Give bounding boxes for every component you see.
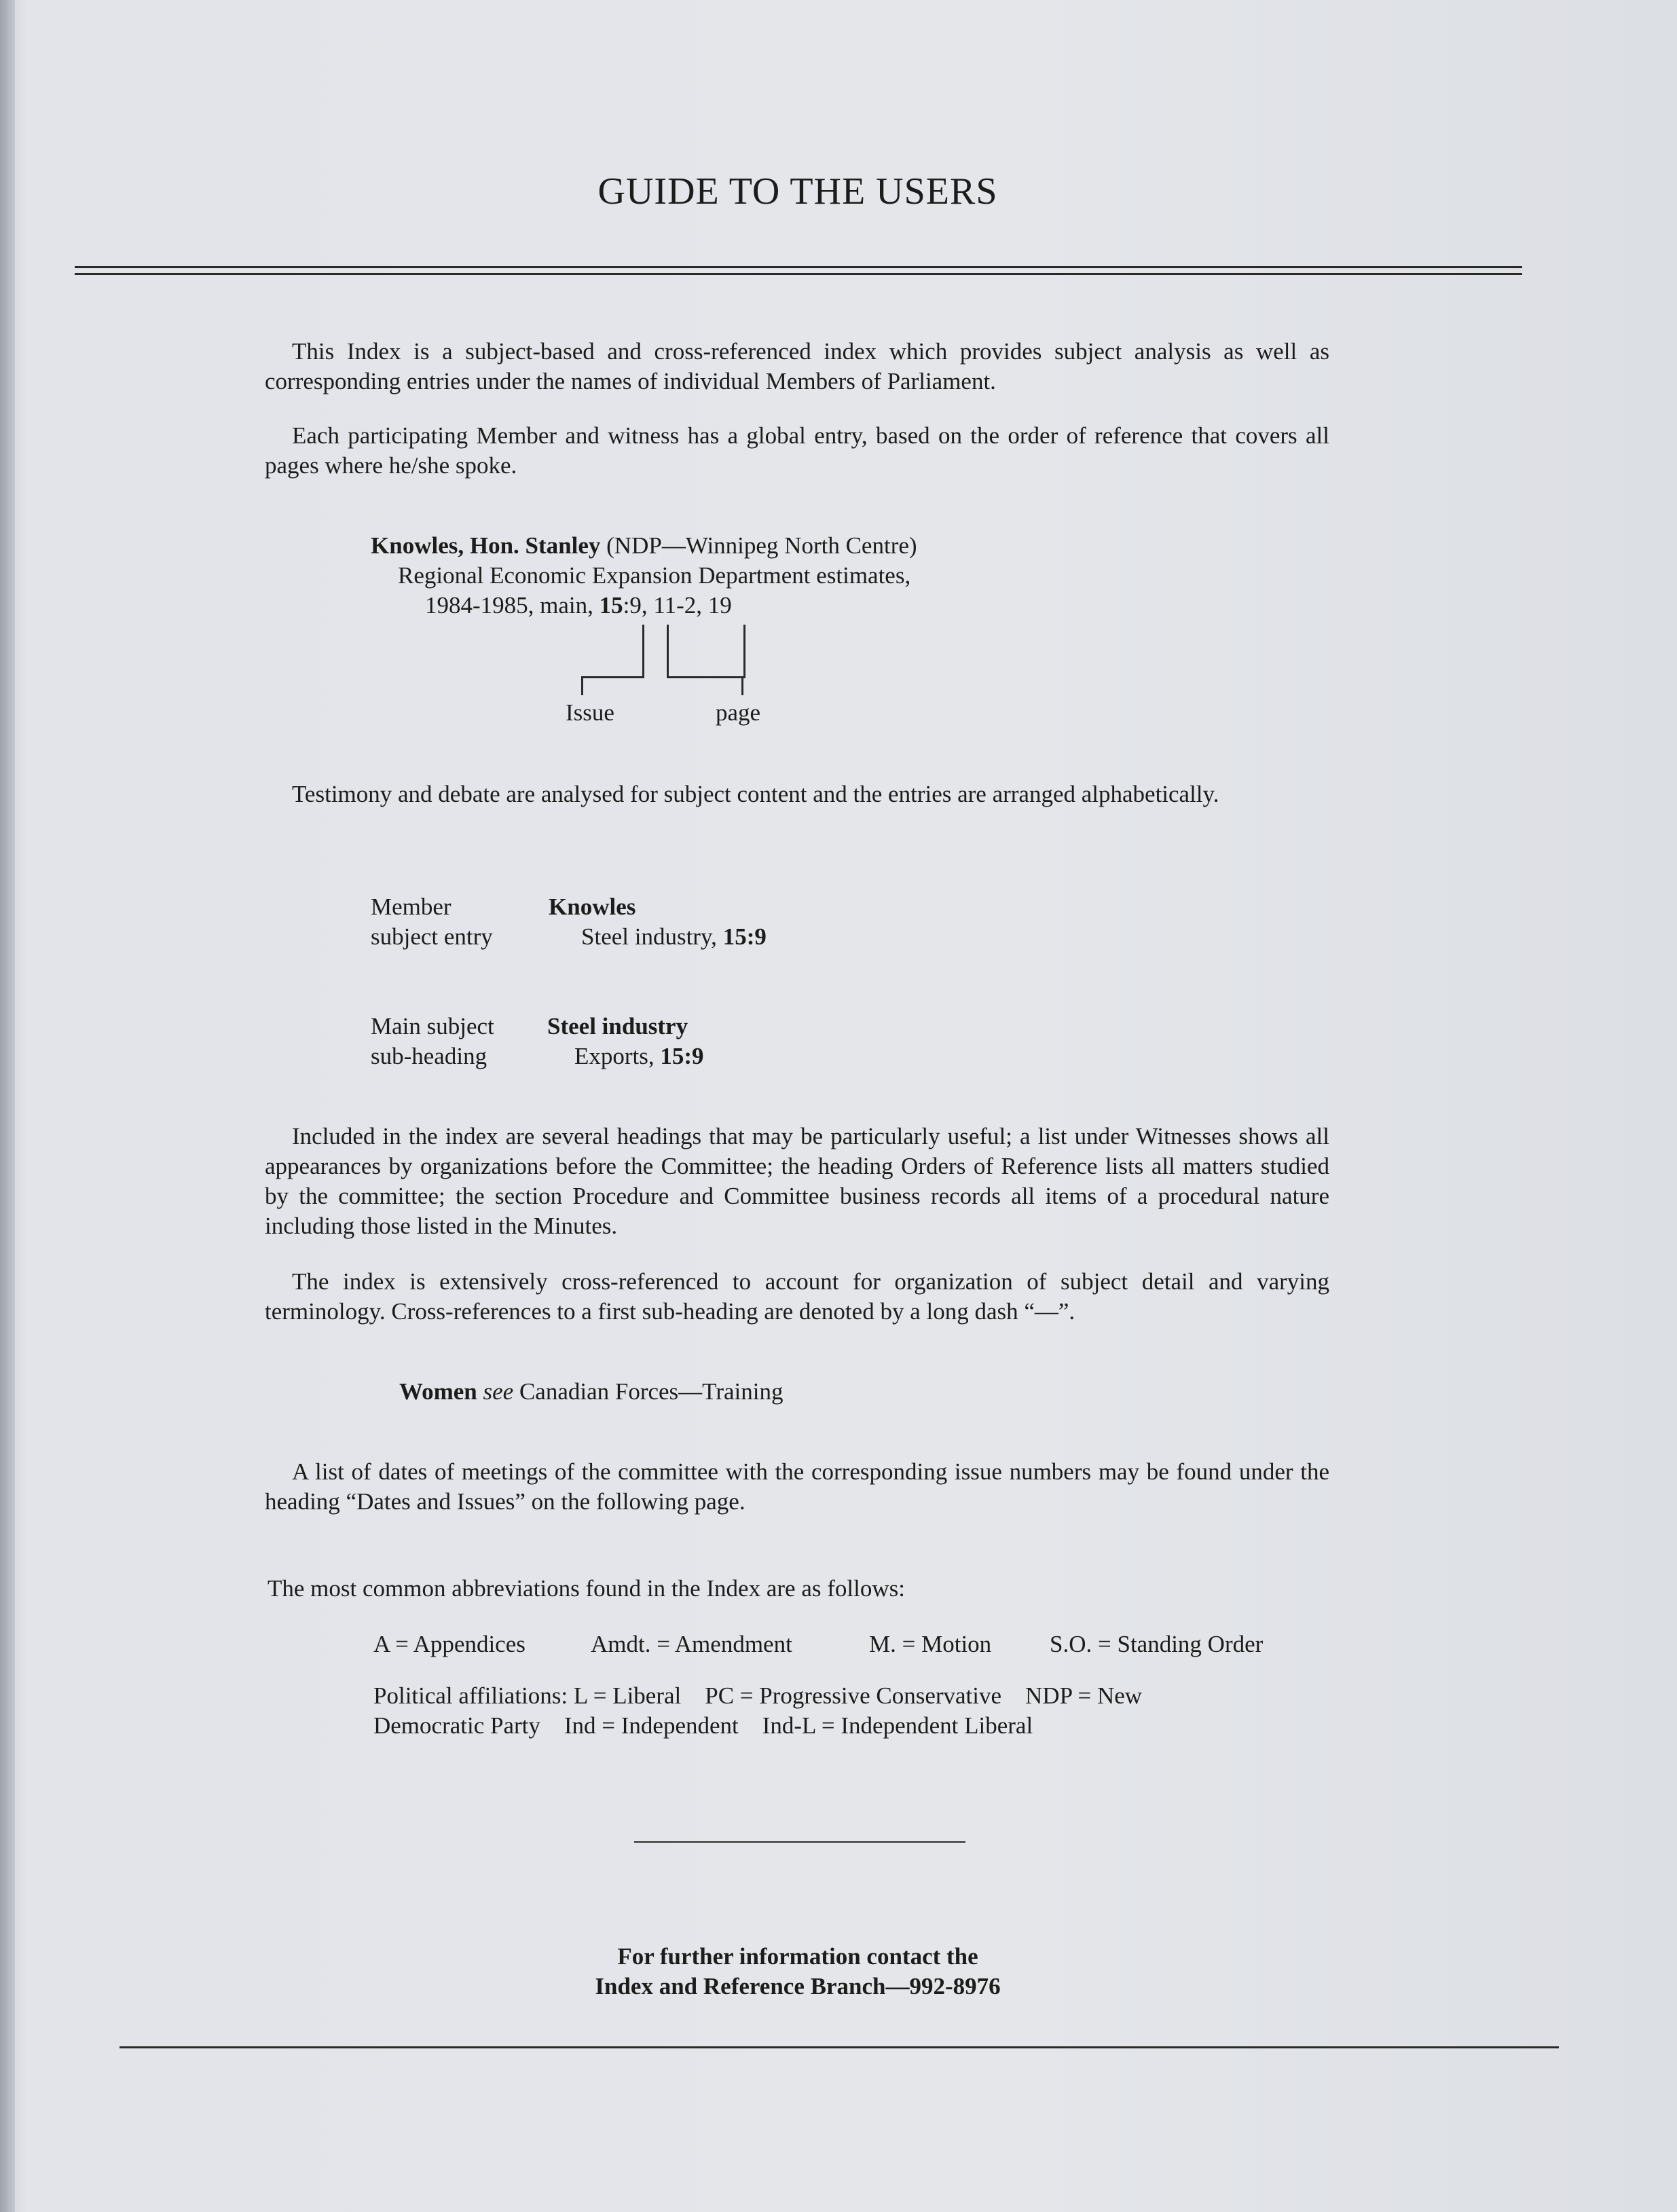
example-entry-line-3 (425, 591, 732, 621)
footer-contact-line-1: For further information contact the (617, 1943, 978, 1970)
intro-paragraph-2: Each participating Member and witness has a global entry, based on the order of reference that covers all pages where he/she spoke. (265, 422, 1329, 479)
issue-label: Issue (566, 699, 614, 726)
affiliations-line-2: Democratic Party Ind = Independent Ind-L = Independent Liberal (373, 1712, 1033, 1739)
page-label: page (716, 699, 761, 726)
headings-paragraph: Included in the index are several headings that may be particularly useful; a list under Witnesses shows all appearances by organizations before the Committee; the heading Orders of Reference lists all matters studied by the committee; the section Procedure and Committee business records all items of a procedural nature including those listed in the Minutes. (265, 1123, 1329, 1239)
book-spine-shadow (0, 0, 15, 2212)
member-entry: Steel industry, 15:9 (581, 923, 767, 950)
abbreviation-standing-order: S.O. = Standing Order (1050, 1631, 1264, 1657)
subject-heading: Steel industry (547, 1013, 688, 1039)
example-entry-line-2: Regional Economic Expansion Department estimates, (398, 562, 911, 589)
page-title: GUIDE TO THE USERS (597, 170, 998, 213)
testimony-paragraph: Testimony and debate are analysed for subject content and the entries are arranged alphabetically. (292, 781, 1219, 807)
subject-entry: Exports, 15:9 (574, 1043, 704, 1069)
example-entry-pages: :9, 11-2, 19 (623, 592, 732, 619)
issue-bracket (583, 625, 644, 678)
abbreviation-appendices: A = Appendices (373, 1631, 526, 1657)
see-example (399, 1377, 783, 1407)
footer-contact-line-2: Index and Reference Branch—992-8976 (595, 1973, 1001, 1999)
example-entry-name: Knowles, Hon. Stanley (371, 532, 601, 559)
subject-label-1: Main subject (371, 1013, 494, 1039)
page-bracket (667, 625, 745, 678)
example-entry-affiliation: (NDP—Winnipeg North Centre) (600, 532, 917, 559)
bottom-rule (119, 2046, 1559, 2048)
affiliations-line-1: Political affiliations: L = Liberal PC = Progressive Conservative NDP = New (373, 1682, 1143, 1709)
see-example-heading: Women (399, 1378, 477, 1405)
intro-paragraph-1: This Index is a subject-based and cross-referenced index which provides subject analysis as well as corresponding entries under the names of individual Members of Parliament. (265, 338, 1329, 394)
title-rule-top (75, 266, 1522, 268)
member-label-1: Member (371, 893, 452, 920)
abbreviations-intro: The most common abbreviations found in the Index are as follows: (268, 1575, 905, 1602)
page-bracket-left-cover (741, 676, 743, 695)
example-entry-prefix: 1984-1985, main, (425, 592, 600, 619)
abbreviation-amendment: Amdt. = Amendment (591, 1631, 792, 1657)
crossref-paragraph: The index is extensively cross-referenced to account for organization of subject detail and varying terminology. Cross-references to a first sub-heading are denoted by a long dash “—”. (265, 1268, 1329, 1325)
example-entry-line-1 (371, 531, 917, 561)
subject-label-2: sub-heading (371, 1043, 487, 1069)
title-rule-bottom (75, 273, 1522, 275)
abbreviation-motion: M. = Motion (869, 1631, 992, 1657)
member-label-2: subject entry (371, 923, 493, 950)
see-example-see: see (483, 1378, 514, 1405)
issue-bracket-tick (581, 676, 583, 695)
dates-paragraph: A list of dates of meetings of the committee with the corresponding issue numbers may be found under the heading “Dates and Issues” on the following page. (265, 1458, 1329, 1515)
example-entry-issue: 15 (599, 592, 623, 619)
member-heading: Knowles (549, 893, 636, 920)
section-separator (634, 1841, 965, 1843)
see-example-target: Canadian Forces—Training (513, 1378, 784, 1405)
